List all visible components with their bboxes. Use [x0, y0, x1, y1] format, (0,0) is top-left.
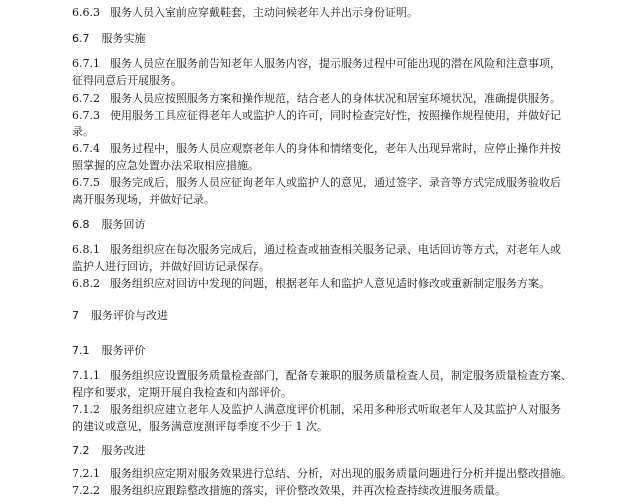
clause-text: 服务组织应在每次服务完成后，通过检查或抽查相关服务记录、电话回访等方式，对老年人或: [110, 243, 561, 256]
clause-6-7-5-continuation: [72, 193, 215, 207]
clause-text: 服务人员入室前应穿戴鞋套，主动问候老年人并出示身份证明。: [110, 6, 418, 19]
clause-text: 服务组织应跟踪整改措施的落实，评价整改效果，并再次检查持续改进服务质量。: [110, 484, 506, 497]
chapter-heading-7: [72, 309, 168, 323]
clause-number: 6.8.1: [72, 243, 100, 256]
clause-number: 6.6.3: [72, 6, 100, 19]
section-heading-7-2: [72, 444, 146, 458]
section-title: 服务实施: [101, 32, 146, 45]
clause-number: 7.2.2: [72, 484, 100, 497]
section-heading-6-8: [72, 218, 146, 232]
section-number: 6.8: [72, 218, 90, 231]
clause-number: 6.7.3: [72, 109, 100, 122]
clause-6-7-4: [72, 142, 561, 156]
section-title: 服务评价: [101, 344, 146, 357]
clause-text: 服务组织应对回访中发现的问题，根据老年人和监护人意见适时修改或重新制定服务方案。: [110, 277, 550, 290]
clause-6-7-5: [72, 176, 561, 190]
section-title: 服务回访: [101, 218, 146, 231]
clause-7-1-2: [72, 403, 561, 417]
clause-text: 服务组织应定期对服务效果进行总结、分析，对出现的服务质量问题进行分析并提出整改措施。: [110, 467, 572, 480]
section-heading-6-7: [72, 32, 146, 46]
clause-6-7-4-continuation: [72, 159, 259, 173]
clause-text: 服务人员应在服务前告知老年人服务内容，提示服务过程中可能出现的潜在风险和注意事项，: [110, 57, 561, 70]
clause-number: 6.8.2: [72, 277, 100, 290]
clause-number: 6.7.2: [72, 92, 100, 105]
clause-6-7-1-continuation: [72, 74, 182, 88]
clause-text: 服务组织应建立老年人及监护人满意度评价机制，采用多种形式听取老年人及其监护人对服务: [110, 403, 561, 416]
clause-6-7-1: [72, 57, 561, 71]
chapter-title: 服务评价与改进: [91, 309, 168, 322]
clause-6-7-3: [72, 109, 561, 123]
clause-text: 的建议或意见，服务满意度测评每季度不少于 1 次。: [72, 420, 328, 433]
clause-7-1-2-continuation: [72, 420, 328, 434]
clause-6-8-1-continuation: [72, 260, 270, 274]
section-number: 7.1: [72, 344, 90, 357]
section-number: 6.7: [72, 32, 90, 45]
clause-7-1-1: [72, 369, 572, 383]
clause-6-6-3: [72, 6, 418, 20]
clause-number: 7.1.1: [72, 369, 100, 382]
clause-text: 服务人员应按照服务方案和操作规范，结合老人的身体状况和居室环境状况，准确提供服务。: [110, 92, 561, 105]
clause-text: 服务组织应设置服务质量检查部门，配备专兼职的服务质量检查人员，制定服务质量检查方案、: [110, 369, 572, 382]
clause-7-2-1: [72, 467, 572, 481]
clause-text: 服务过程中，服务人员应观察老年人的身体和情绪变化，老年人出现异常时，应停止操作并按: [110, 142, 561, 155]
clause-number: 7.1.2: [72, 403, 100, 416]
clause-text: 照掌握的应急处置办法采取相应措施。: [72, 159, 259, 172]
clause-text: 程序和要求，定期开展自我检查和内部评价。: [72, 386, 292, 399]
clause-number: 6.7.5: [72, 176, 100, 189]
chapter-number: 7: [72, 309, 79, 322]
clause-7-2-2: [72, 484, 506, 498]
clause-text: 服务完成后，服务人员应征询老年人或监护人的意见，通过签字、录音等方式完成服务验收后: [110, 176, 561, 189]
clause-text: 使用服务工具应征得老年人或监护人的许可，同时检查完好性，按照操作规程使用，并做好记: [110, 109, 561, 122]
clause-6-8-2: [72, 277, 550, 291]
clause-number: 6.7.1: [72, 57, 100, 70]
clause-text: 录。: [72, 125, 94, 138]
section-number: 7.2: [72, 444, 90, 457]
clause-6-7-2: [72, 92, 561, 106]
clause-number: 6.7.4: [72, 142, 100, 155]
clause-7-1-1-continuation: [72, 386, 292, 400]
section-title: 服务改进: [101, 444, 146, 457]
clause-number: 7.2.1: [72, 467, 100, 480]
clause-6-7-3-continuation: [72, 125, 94, 139]
clause-text: 监护人进行回访，并做好回访记录保存。: [72, 260, 270, 273]
clause-text: 征得同意后开展服务。: [72, 74, 182, 87]
section-heading-7-1: [72, 344, 146, 358]
clause-6-8-1: [72, 243, 561, 257]
clause-text: 离开服务现场，并做好记录。: [72, 193, 215, 206]
